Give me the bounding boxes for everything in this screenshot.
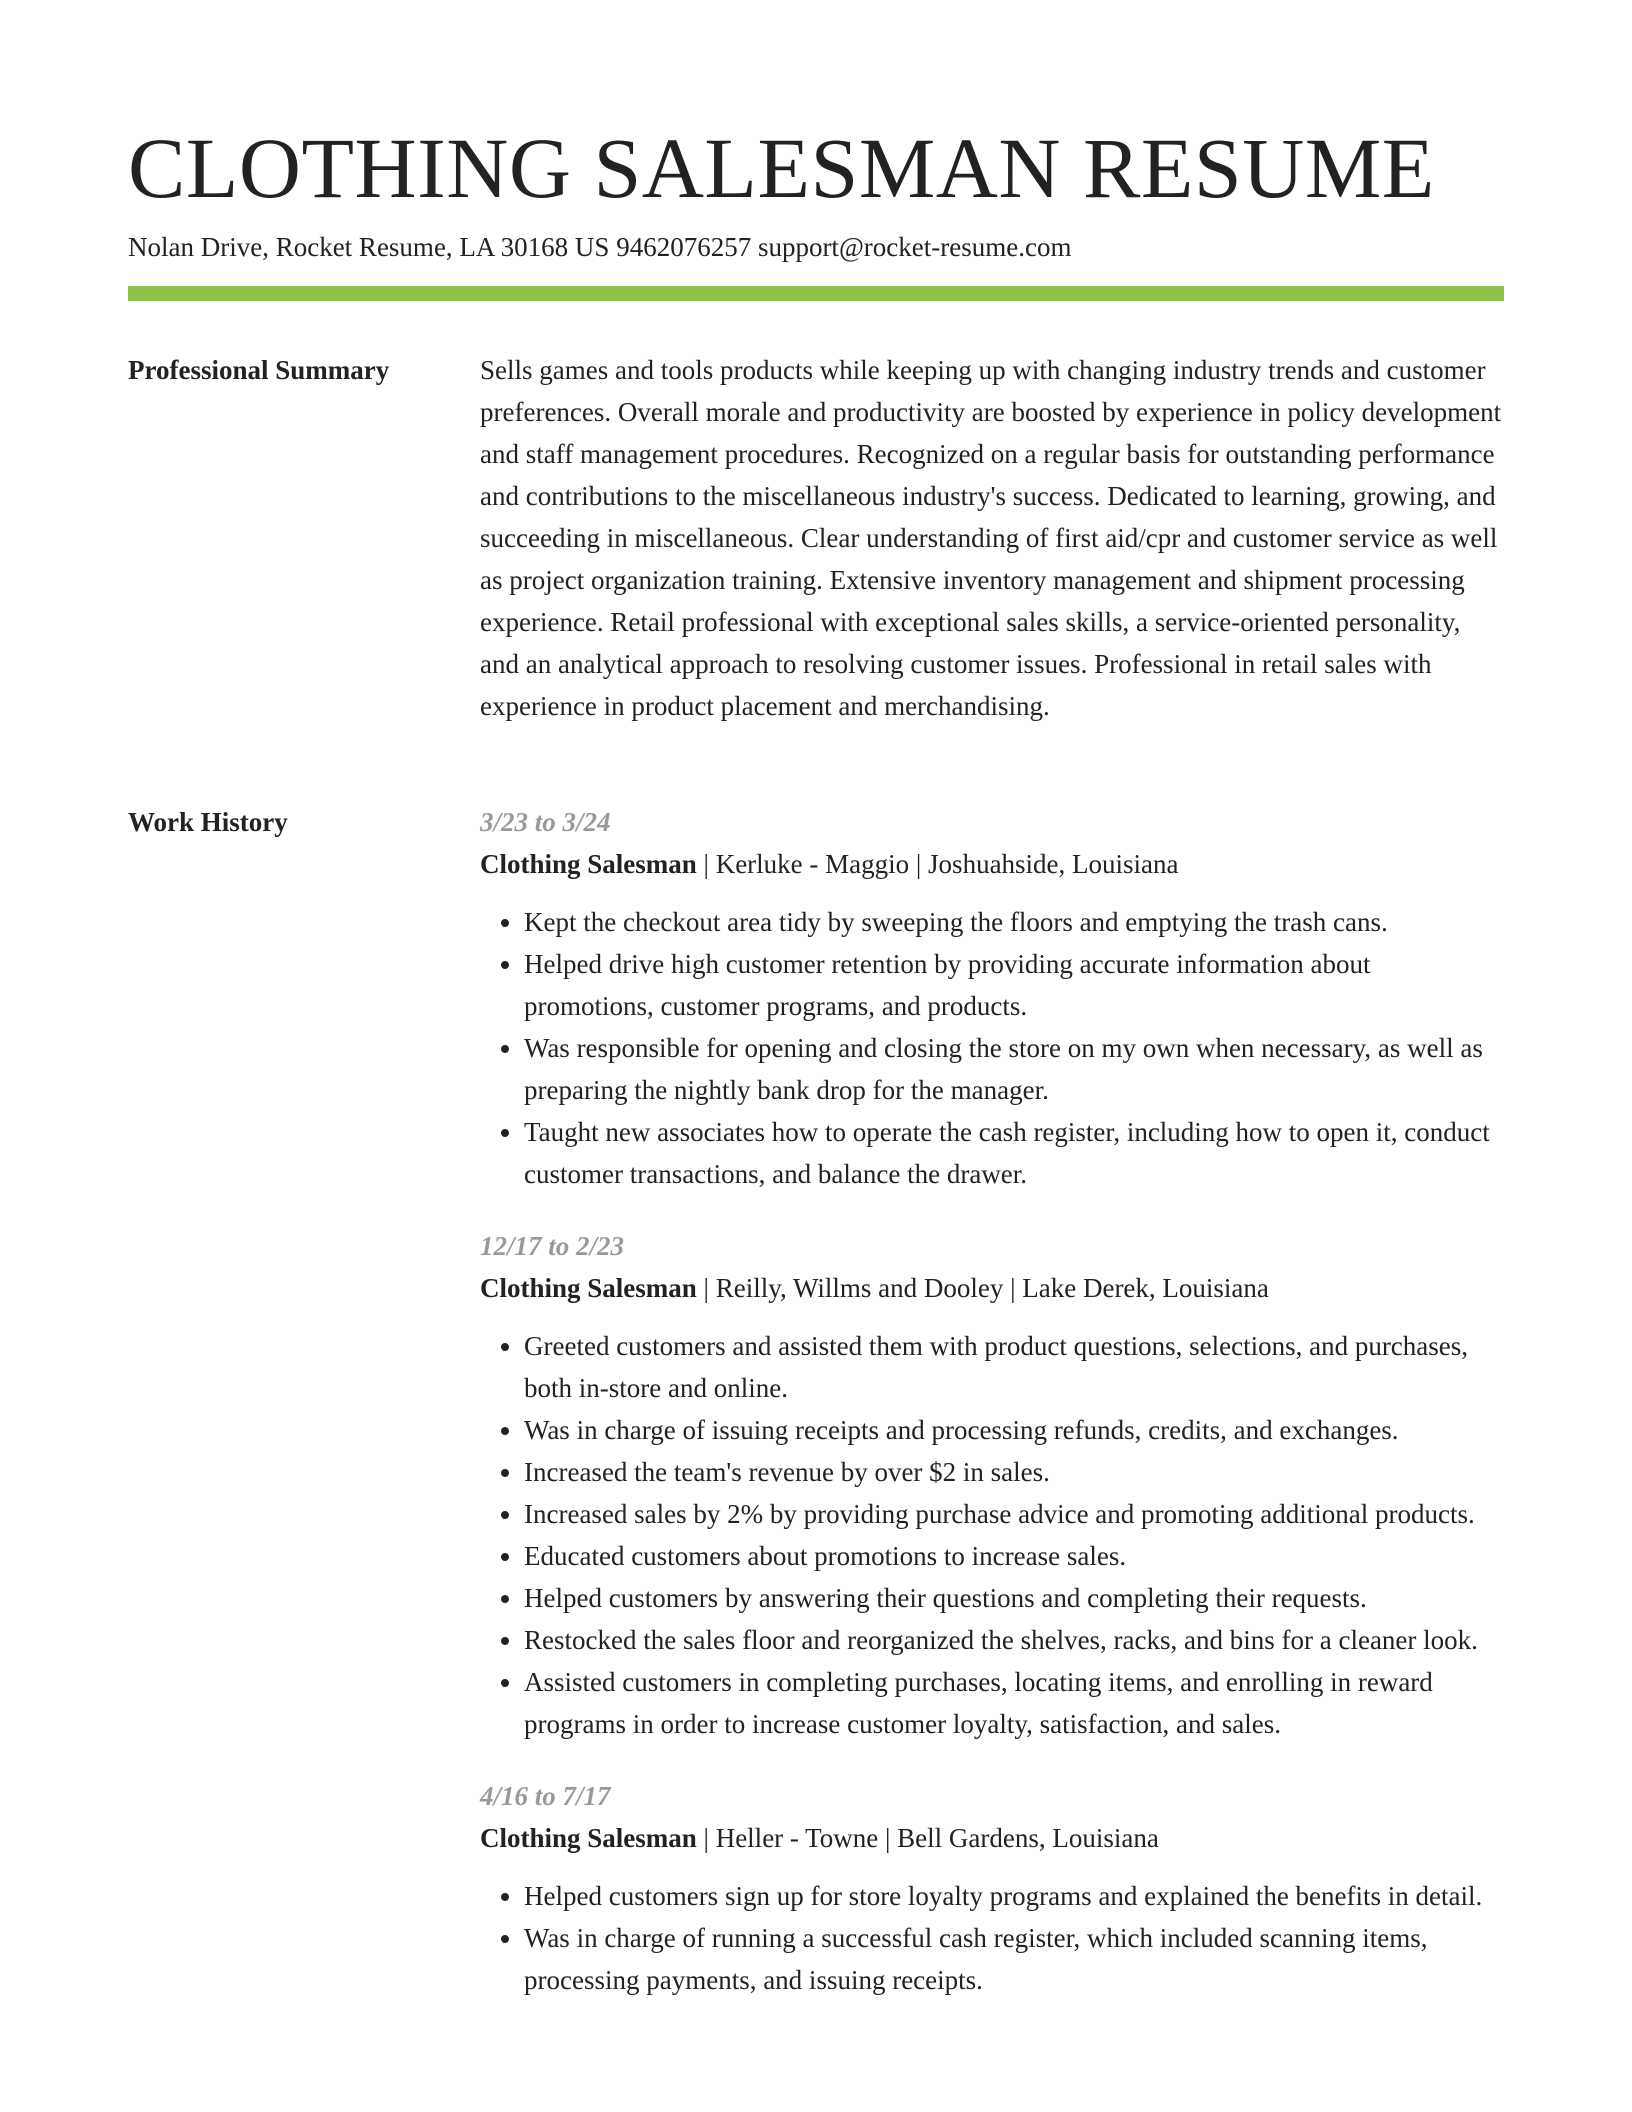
job-bullet: • Kept the checkout area tidy by sweeping the floors and emptying the trash cans. xyxy=(524,901,1504,943)
job-bullet-list xyxy=(480,901,1504,1195)
job-bullet: • Increased sales by 2% by providing purchase advice and promoting additional products. xyxy=(524,1493,1504,1535)
job-bullet: • Was responsible for opening and closing the store on my own when necessary, as well as preparing the nightly bank drop for the manager. xyxy=(524,1027,1504,1111)
job-dates: 12/17 to 2/23 xyxy=(480,1231,625,1261)
contact-line: Nolan Drive, Rocket Resume, LA 30168 US 9462076257 support@rocket-resume.com xyxy=(128,232,1072,262)
job-bullet: • Helped customers by answering their questions and completing their requests. xyxy=(524,1577,1504,1619)
job-bullet: • Educated customers about promotions to increase sales. xyxy=(524,1535,1504,1577)
job-heading xyxy=(480,1267,1504,1309)
job-dates: 3/23 to 3/24 xyxy=(480,807,611,837)
job-bullet: • Increased the team's revenue by over $2 in sales. xyxy=(524,1451,1504,1493)
job-employer-location: | Heller - Towne | Bell Gardens, Louisiana xyxy=(696,1823,1159,1853)
job-dates: 4/16 to 7/17 xyxy=(480,1781,611,1811)
job-title: Clothing Salesman xyxy=(480,849,697,879)
job-bullet: • Assisted customers in completing purchases, locating items, and enrolling in reward programs in order to increase customer loyalty, satisfaction, and sales. xyxy=(524,1661,1504,1745)
job-title: Clothing Salesman xyxy=(480,1273,697,1303)
job-title: Clothing Salesman xyxy=(480,1823,697,1853)
job-bullet: • Helped customers sign up for store loyalty programs and explained the benefits in detail. xyxy=(524,1875,1504,1917)
resume-header xyxy=(128,118,1504,264)
job-employer-location: | Kerluke - Maggio | Joshuahside, Louisiana xyxy=(696,849,1179,879)
job-bullet: • Helped drive high customer retention by providing accurate information about promotions, customer programs, and products. xyxy=(524,943,1504,1027)
job-entry xyxy=(480,1225,1504,1745)
section-label-professional-summary: Professional Summary xyxy=(128,355,390,385)
header-divider xyxy=(128,286,1504,301)
job-bullet: • Taught new associates how to operate the cash register, including how to open it, conduct customer transactions, and balance the drawer. xyxy=(524,1111,1504,1195)
job-bullet-list xyxy=(480,1325,1504,1745)
job-bullet: • Was in charge of issuing receipts and processing refunds, credits, and exchanges. xyxy=(524,1409,1504,1451)
job-heading xyxy=(480,1817,1504,1859)
job-employer-location: | Reilly, Willms and Dooley | Lake Derek, Louisiana xyxy=(696,1273,1269,1303)
work-history-list xyxy=(480,801,1504,2031)
job-bullet: • Restocked the sales floor and reorganized the shelves, racks, and bins for a cleaner look. xyxy=(524,1619,1504,1661)
job-bullet: • Was in charge of running a successful cash register, which included scanning items, processing payments, and issuing receipts. xyxy=(524,1917,1504,2001)
resume-title: CLOTHING SALESMAN RESUME xyxy=(128,120,1435,216)
job-bullet: • Greeted customers and assisted them with product questions, selections, and purchases, both in-store and online. xyxy=(524,1325,1504,1409)
professional-summary-body xyxy=(480,349,1504,727)
job-entry xyxy=(480,801,1504,1195)
job-entry xyxy=(480,1775,1504,2001)
job-bullet-list xyxy=(480,1875,1504,2001)
section-label-work-history: Work History xyxy=(128,807,288,837)
job-heading xyxy=(480,843,1504,885)
professional-summary-text: Sells games and tools products while keeping up with changing industry trends and customer preferences. Overall morale and productivity are boosted by experience in policy development and staff management procedures. Recognized on a regular basis for outstanding performance and contributions to the miscellaneous industry's success. Dedicated to learning, growing, and succeeding in miscellaneous. Clear understanding of first aid/cpr and customer service as well as project organization training. Extensive inventory management and shipment processing experience. Retail professional with exceptional sales skills, a service-oriented personality, and an analytical approach to resolving customer issues. Professional in retail sales with experience in product placement and merchandising. xyxy=(480,355,1502,721)
